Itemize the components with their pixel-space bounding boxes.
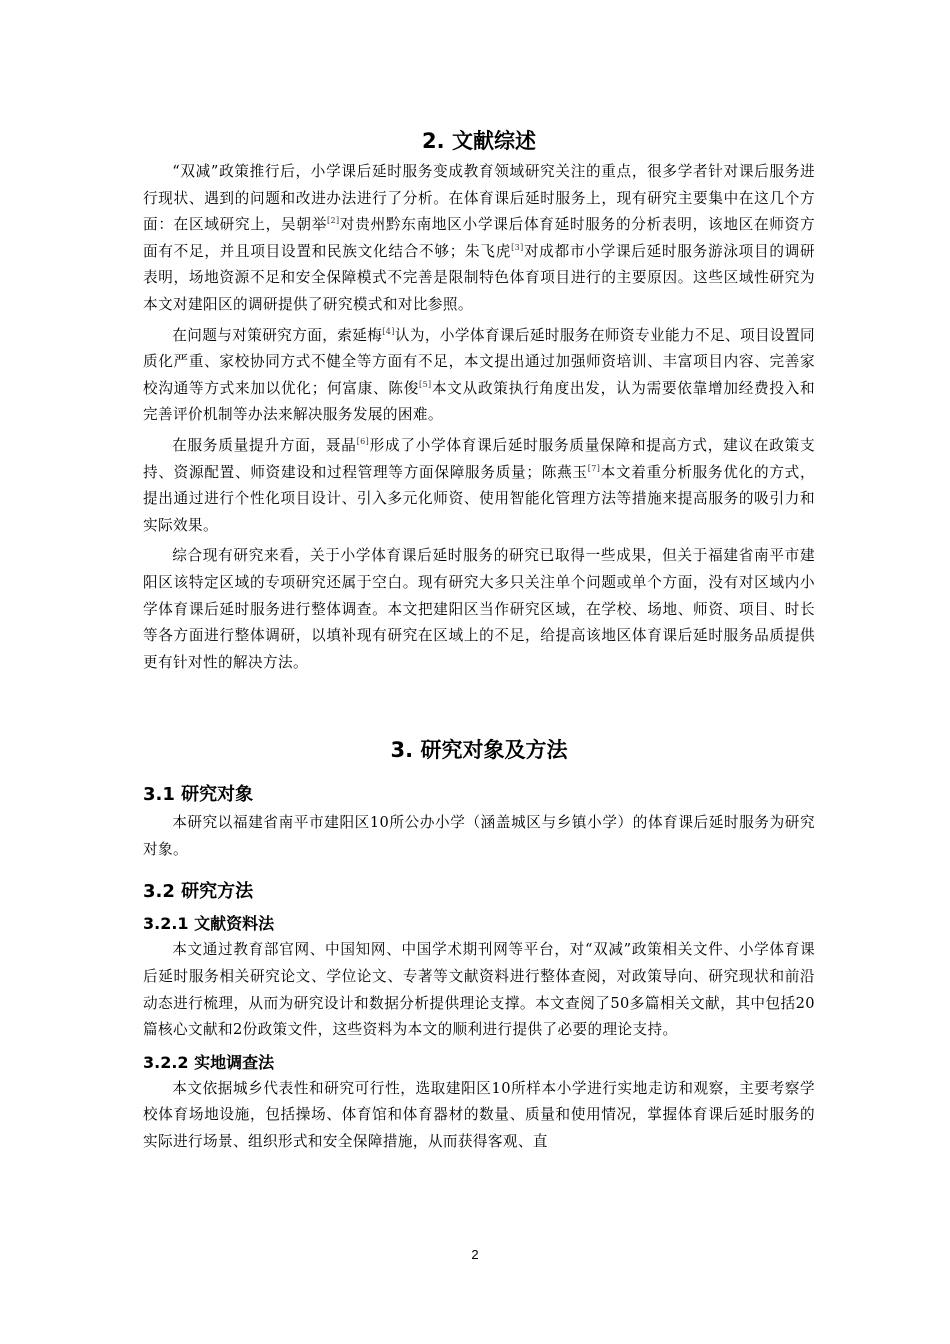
text-run: 在服务质量提升方面，聂晶 [172, 436, 357, 454]
text-run: 对贵州黔东南地区小学课后体育延时服务的分析表明，该地区在师资方面有不足，并且项目设置和民族文化结合不够；朱飞虎 [143, 216, 815, 260]
paragraph-2-2 [143, 323, 815, 429]
section-3-2-2-title: 3.2.2 实地调查法 [143, 1052, 275, 1072]
text-run: 形成了小学体育课后延时服务质量保障和提高方式，建议在政策支持、资源配置、师资建设和过程管理等方面保障服务质量；陈燕玉 [143, 436, 815, 481]
text-run: 在问题与对策研究方面，索延梅 [172, 326, 383, 344]
citation-2: [2] [327, 216, 340, 226]
text-run: 本文从政策执行角度出发，认为需要依靠增加经费投入和完善评价机制等办法来解决服务发展的困难。 [143, 379, 815, 424]
text-run: 对成都市小学课后延时服务游泳项目的调研表明，场地资源不足和安全保障模式不完善是限制特色体育项目进行的主要原因。这些区域性研究为本文对建阳区的调研提供了研究模式和对比参照。 [143, 242, 815, 313]
paragraph-2-1 [143, 159, 815, 319]
spacer [143, 863, 815, 877]
paragraph-2-4: 综合现有研究来看，关于小学体育课后延时服务的研究已取得一些成果，但关于福建省南平市建阳区该特定区域的专项研究还属于空白。现有研究大多只关注单个问题或单个方面，没有对区域内小学体育课后延时服务进行整体调查。本文把建阳区当作研究区域，在学校、场地、师资、项目、时长等各方面进行整体调研，以填补现有研究在区域上的不足，给提高该地区体育课后延时服务品质提供更有针对性的解决方法。 [143, 547, 815, 671]
citation-6: [6] [356, 437, 370, 447]
text-run: 本文着重分析服务优化的方式，提出通过进行个性化项目设计、引入多元化师资、使用智能化管理方法等措施来提高服务的吸引力和实际效果。 [143, 463, 815, 534]
citation-3: [3] [511, 242, 524, 252]
citation-7: [7] [587, 463, 601, 473]
page-content [143, 123, 815, 1156]
page-number: 2 [471, 1247, 479, 1262]
paragraph-3-2-1: 本文通过教育部官网、中国知网、中国学术期刊网等平台，对“双减”政策相关文件、小学体育课后延时服务相关研究论文、学位论文、专著等文献资料进行整体查阅，对政策导向、研究现状和前沿动态进行梳理，从而为研究设计和数据分析提供理论支撑。本文查阅了50多篇相关文献，其中包括20篇核心文献和2份政策文件，这些资料为本文的顺利进行提供了必要的理论支持。 [143, 941, 815, 1039]
citation-5: [5] [419, 379, 432, 389]
text-run: 认为，小学体育课后延时服务在师资专业能力不足、项目设置同质化严重、家校协同方式不健全等方面有不足，本文提出通过加强师资培训、丰富项目内容、完善家校沟通等方式来加以优化；何富康、陈俊 [143, 326, 815, 397]
section-spacer [143, 676, 815, 732]
text-run: “双减”政策推行后，小学课后延时服务变成教育领域研究关注的重点，很多学者针对课后服务进行现状、遇到的问题和改进办法进行了分析。在体育课后延时服务上，现有研究主要集中在这几个方面：在区域研究上，吴朝举 [143, 163, 815, 234]
paragraph-3-1: 本研究以福建省南平市建阳区10所公办小学（涵盖城区与乡镇小学）的体育课后延时服务为研究对象。 [143, 814, 815, 858]
spacer [143, 768, 815, 780]
citation-4: [4] [382, 326, 395, 336]
section-2-title: 2. 文献综述 [422, 129, 536, 153]
section-3-1-title: 3.1 研究对象 [143, 784, 254, 806]
paragraph-3-2-2: 本文依据城乡代表性和研究可行性，选取建阳区10所样本小学进行实地走访和观察，主要考察学校体育场地设施，包括操场、体育馆和体育器材的数量、质量和使用情况，掌握体育课后延时服务的实际进行场景、组织形式和安全保障措施，从而获得客观、直 [143, 1079, 815, 1151]
section-3-2-1-title: 3.2.1 文献资料法 [143, 914, 275, 934]
section-3-title: 3. 研究对象及方法 [390, 738, 568, 763]
paragraph-2-3 [143, 433, 815, 539]
section-3-2-title: 3.2 研究方法 [143, 881, 254, 903]
